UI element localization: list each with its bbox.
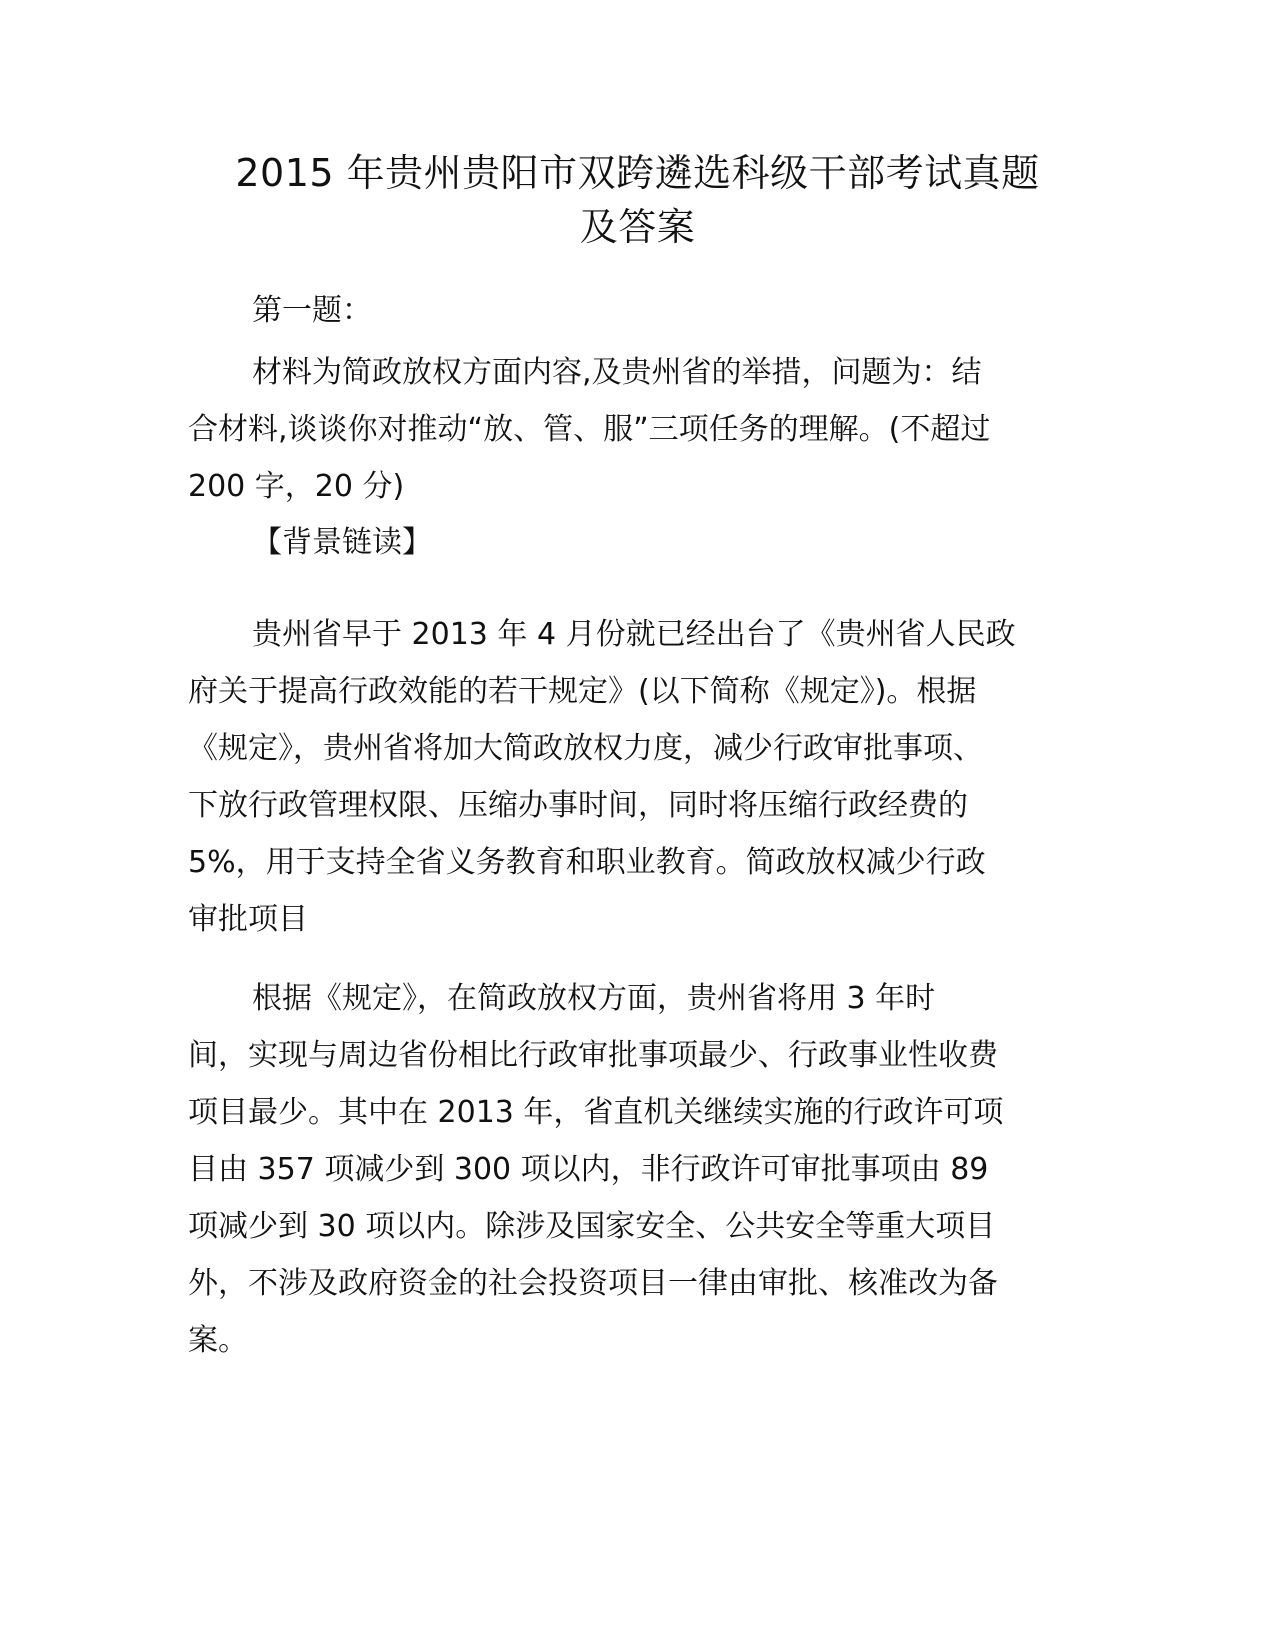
paragraph-line: 外，不涉及政府资金的社会投资项目一律由审批、核准改为备 <box>188 1266 998 1301</box>
title-line: 2015 年贵州贵阳市双跨遴选科级干部考试真题 <box>235 151 1040 195</box>
document-title <box>180 146 1095 254</box>
paragraph-line: 根据《规定》，在简政放权方面，贵州省将用 3 年时 <box>252 981 936 1016</box>
paragraph-line: 项减少到 30 项以内。除涉及国家安全、公共安全等重大项目 <box>188 1209 996 1244</box>
question-label: 第一题： <box>252 293 372 328</box>
paragraph-line: 200 字，20 分) <box>188 469 405 504</box>
paragraph-line: 间，实现与周边省份相比行政审批事项最少、行政事业性收费 <box>188 1038 998 1073</box>
paragraph-line: 项目最少。其中在 2013 年，省直机关继续实施的行政许可项 <box>188 1095 1004 1130</box>
title-line: 及答案 <box>579 205 696 249</box>
paragraph-line: 目由 357 项减少到 300 项以内，非行政许可审批事项由 89 <box>188 1152 989 1187</box>
paragraph-line: 5%，用于支持全省义务教育和职业教育。简政放权减少行政 <box>188 845 986 880</box>
paragraph-line: 审批项目 <box>188 902 308 937</box>
background-label: 【背景链读】 <box>252 525 432 560</box>
paragraph-line: 合材料,谈谈你对推动“放、管、服”三项任务的理解。(不超过 <box>188 412 991 447</box>
background-paragraph-1 <box>188 606 1088 948</box>
paragraph-line: 贵州省早于 2013 年 4 月份就已经出台了《贵州省人民政 <box>252 617 1016 652</box>
paragraph-line: 案。 <box>188 1323 248 1358</box>
background-paragraph-2 <box>188 970 1088 1369</box>
paragraph-line: 下放行政管理权限、压缩办事时间，同时将压缩行政经费的 <box>188 788 968 823</box>
paragraph-line: 《规定》，贵州省将加大简政放权力度，减少行政审批事项、 <box>188 731 983 766</box>
question-paragraph <box>188 344 1088 515</box>
paragraph-line: 材料为简政放权方面内容,及贵州省的举措，问题为：结 <box>252 355 982 390</box>
paragraph-line: 府关于提高行政效能的若干规定》(以下简称《规定》)。根据 <box>188 674 977 709</box>
